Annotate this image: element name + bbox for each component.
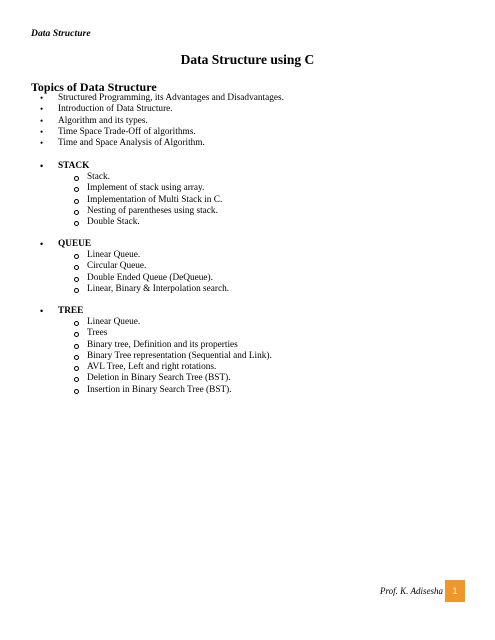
circle-bullet-icon [74, 176, 79, 181]
circle-bullet-icon [74, 366, 79, 371]
circle-bullet-icon [74, 254, 79, 259]
list-item: Circular Queue. [40, 261, 229, 272]
list-item: Linear Queue. [40, 317, 272, 328]
bullet-icon: • [40, 126, 44, 137]
circle-bullet-icon [74, 389, 79, 394]
circle-bullet-icon [74, 332, 79, 337]
circle-bullet-icon [74, 344, 79, 349]
circle-bullet-icon [74, 199, 79, 204]
circle-bullet-icon [74, 221, 79, 226]
list-item: Double Ended Queue (DeQueue). [40, 273, 229, 284]
list-item: • Algorithm and its types. [40, 115, 148, 126]
list-item: Trees [40, 328, 272, 339]
circle-bullet-icon [74, 288, 79, 293]
bullet-icon: • [40, 239, 44, 249]
list-item: AVL Tree, Left and right rotations. [40, 362, 272, 373]
bullet-icon: • [40, 306, 44, 316]
circle-bullet-icon [74, 187, 79, 192]
circle-bullet-icon [74, 321, 79, 326]
tree-heading: • TREE [40, 306, 84, 316]
stack-section [40, 160, 222, 228]
stack-heading: • STACK [40, 161, 90, 171]
circle-bullet-icon [74, 377, 79, 382]
bullet-icon: • [40, 115, 44, 126]
list-item: Linear Queue. [40, 250, 229, 261]
circle-bullet-icon [74, 355, 79, 360]
bullet-icon: • [40, 104, 44, 115]
list-item: Stack. [40, 172, 222, 183]
stack-list [40, 172, 222, 228]
topics-list [40, 93, 284, 149]
document-title: Data Structure using C [180, 52, 315, 67]
list-item: Linear, Binary & Interpolation search. [40, 284, 229, 295]
list-item: • Time Space Trade-Off of algorithms. [40, 126, 196, 137]
bullet-icon: • [40, 138, 44, 149]
list-item: • Structured Programming, its Advantages and Disadvantages. [40, 93, 284, 103]
queue-heading: • QUEUE [40, 239, 92, 249]
queue-section [40, 238, 229, 295]
bullet-icon: • [40, 161, 44, 171]
list-item: Implementation of Multi Stack in C. [40, 195, 222, 206]
list-item: Nesting of parentheses using stack. [40, 206, 222, 217]
list-item: • Introduction of Data Structure. [40, 104, 173, 115]
topics-heading: Topics of Data Structure [31, 80, 157, 94]
tree-list [40, 317, 272, 396]
footer-author: Prof. K. Adisesha [379, 586, 443, 596]
circle-bullet-icon [74, 265, 79, 270]
circle-bullet-icon [74, 277, 79, 282]
list-item: • Time and Space Analysis of Algorithm. [40, 138, 205, 149]
list-item: Implement of stack using array. [40, 183, 222, 194]
list-item: Binary tree, Definition and its properties [40, 340, 272, 351]
list-item: Insertion in Binary Search Tree (BST). [40, 385, 272, 396]
circle-bullet-icon [74, 210, 79, 215]
list-item: Binary Tree representation (Sequential and Link). [40, 351, 272, 362]
tree-section [40, 305, 272, 396]
queue-list [40, 250, 229, 295]
page-number-badge: 1 [445, 580, 465, 602]
bullet-icon: • [40, 93, 44, 103]
list-item: Deletion in Binary Search Tree (BST). [40, 373, 272, 384]
list-item: Double Stack. [40, 217, 222, 228]
running-header: Data Structure [31, 29, 91, 39]
